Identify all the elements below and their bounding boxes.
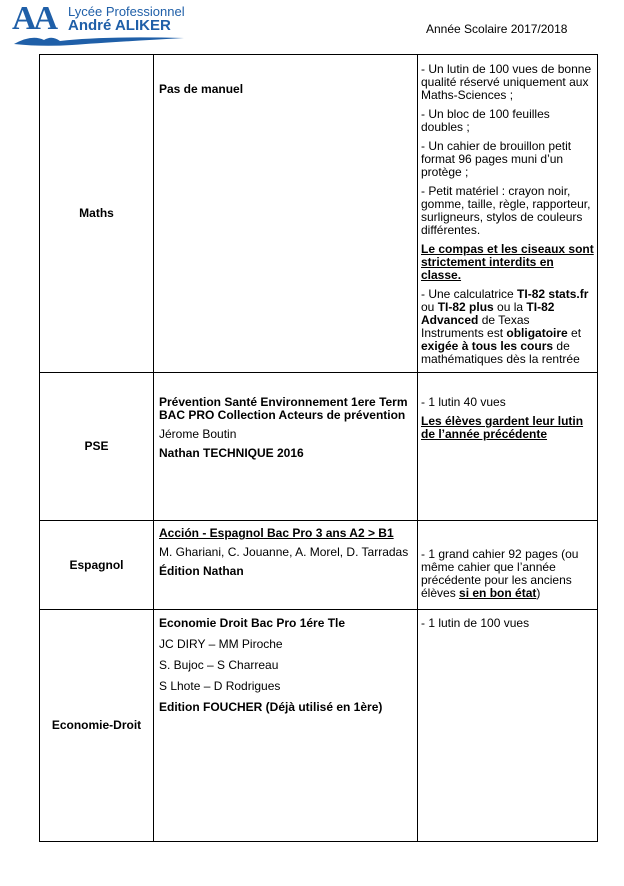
book-author: JC DIRY – MM Piroche — [159, 637, 283, 651]
school-logo — [12, 2, 192, 50]
materials-cell — [418, 373, 598, 521]
logo-wave-icon — [12, 32, 187, 48]
materials-cell — [418, 610, 598, 842]
text-run: - Une calculatrice — [421, 287, 518, 301]
books-cell — [154, 55, 418, 373]
calculator-model: TI-82 Advanced — [421, 300, 555, 327]
logo-school-type: Lycée Professionnel — [68, 4, 185, 19]
text-run: obligatoire — [506, 326, 568, 340]
calculator-model: TI-82 stats.fr — [517, 287, 589, 301]
material-item — [421, 548, 594, 600]
book-publisher: Édition Nathan — [159, 564, 244, 578]
material-item: - Petit matériel : crayon noir, gomme, taille, règle, rapporteur, surligneurs, stylos de couleurs différentes. — [421, 184, 591, 237]
school-year: Année Scolaire 2017/2018 — [426, 22, 568, 36]
calculator-requirement — [421, 288, 594, 366]
book-title: Pas de manuel — [159, 82, 244, 96]
logo-school-name: André ALIKER — [68, 17, 171, 34]
warning-note: Le compas et les ciseaux sont strictement interdits en classe. — [421, 242, 594, 282]
book-title: Acción - Espagnol Bac Pro 3 ans A2 > B1 — [159, 526, 394, 540]
subject-cell: Economie-Droit — [40, 610, 154, 842]
book-publisher: Nathan TECHNIQUE 2016 — [159, 446, 304, 460]
condition-note: si en bon état — [459, 586, 537, 600]
table-row-economie-droit — [40, 610, 598, 842]
book-authors: M. Ghariani, C. Jouanne, A. Morel, D. Tarradas — [159, 545, 409, 559]
text-run: de mathématiques dès la rentrée — [421, 339, 580, 366]
book-author: Jérome Boutin — [159, 427, 237, 441]
material-item: - Un lutin de 100 vues de bonne qualité réservé uniquement aux Maths-Sciences ; — [421, 62, 592, 102]
book-author: S. Bujoc – S Charreau — [159, 658, 279, 672]
book-author: S Lhote – D Rodrigues — [159, 679, 281, 693]
book-publisher: Edition FOUCHER (Déjà utilisé en 1ère) — [159, 700, 383, 714]
books-cell — [154, 373, 418, 521]
material-item: - Un cahier de brouillon petit format 96 pages muni d’un protège ; — [421, 139, 572, 179]
materials-cell — [418, 521, 598, 610]
table-row-pse — [40, 373, 598, 521]
subject-cell: PSE — [40, 373, 154, 521]
materials-cell — [418, 55, 598, 373]
material-item: - 1 lutin 40 vues — [421, 395, 506, 409]
subject-cell: Espagnol — [40, 521, 154, 610]
material-item: - 1 lutin de 100 vues — [421, 616, 530, 630]
table-row-espagnol — [40, 521, 598, 610]
books-cell — [154, 610, 418, 842]
subject-cell: Maths — [40, 55, 154, 373]
material-note: Les élèves gardent leur lutin de l’année précédente — [421, 414, 584, 441]
text-run: ou la — [493, 300, 527, 314]
calculator-model: TI-82 plus — [437, 300, 494, 314]
table-row-maths — [40, 55, 598, 373]
book-title: Prévention Santé Environnement 1ere Term BAC PRO Collection Acteurs de prévention — [159, 395, 408, 422]
supplies-table — [39, 54, 598, 842]
text-run: ou — [421, 300, 438, 314]
material-item: - Un bloc de 100 feuilles doubles ; — [421, 107, 550, 134]
text-run: - 1 grand cahier 92 pages (ou même cahier que l’année précédente pour les anciens élèves — [421, 547, 579, 600]
logo-letters: AA — [12, 0, 56, 37]
book-title: Economie Droit Bac Pro 1ére Tle — [159, 616, 346, 630]
text-run: de Texas Instruments est — [421, 313, 530, 340]
books-cell — [154, 521, 418, 610]
text-run: ) — [536, 586, 541, 600]
text-run: et — [567, 326, 582, 340]
text-run: exigée à tous les cours — [421, 339, 554, 353]
